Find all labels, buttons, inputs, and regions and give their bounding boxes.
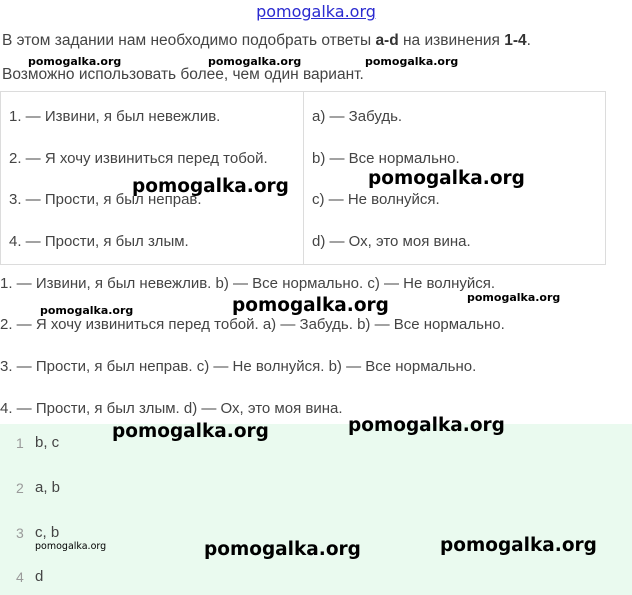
watermark: pomogalka.org [40, 304, 134, 317]
table-right-d: d) — Ох, это моя вина. [312, 233, 471, 250]
table-left-2: 2. — Я хочу извиниться перед тобой. [9, 150, 268, 167]
watermark: pomogalka.org [467, 291, 561, 304]
summary-value-1: b, c [35, 434, 60, 451]
watermark: pomogalka.org [132, 176, 289, 197]
answer-line-4: 4. — Прости, я был злым. d) — Ох, это моя вина. [0, 400, 343, 417]
watermark: pomogalka.org [208, 55, 302, 68]
watermark: pomogalka.org [112, 421, 269, 442]
summary-value-2: a, b [35, 479, 61, 496]
watermark: pomogalka.org [204, 539, 361, 560]
table-right-a: a) — Забудь. [312, 108, 403, 125]
table-right-b: b) — Все нормально. [312, 150, 460, 167]
watermark: pomogalka.org [35, 541, 107, 552]
answer-line-1: 1. — Извини, я был невежлив. b) — Все нормально. c) — Не волнуйся. [0, 275, 496, 292]
watermark: pomogalka.org [232, 295, 389, 316]
watermark: pomogalka.org [368, 168, 525, 189]
summary-value-3: c, b [35, 524, 60, 541]
watermark: pomogalka.org [28, 55, 122, 68]
intro-range-numbers: 1-4 [504, 32, 527, 49]
table-divider [303, 91, 304, 265]
intro-text-start: В этом задании нам необходимо подобрать ответы [2, 32, 376, 49]
summary-number-4: 4 [16, 569, 24, 585]
summary-number-3: 3 [16, 525, 24, 541]
intro-line-1 [2, 32, 531, 50]
intro-range-letters: a-d [375, 32, 399, 49]
intro-text-end: . [526, 32, 531, 49]
site-header-link[interactable]: pomogalka.org [256, 2, 376, 21]
watermark: pomogalka.org [348, 415, 505, 436]
summary-value-4: d [35, 568, 44, 585]
intro-text-middle: на извинения [398, 32, 505, 49]
table-left-3: 3. — Прости, я был неправ. [9, 191, 202, 208]
summary-number-1: 1 [16, 435, 24, 451]
summary-number-2: 2 [16, 480, 24, 496]
answer-line-3: 3. — Прости, я был неправ. c) — Не волнуйся. b) — Все нормально. [0, 358, 477, 375]
intro-line-2: Возможно использовать более, чем один вариант. [2, 66, 364, 83]
answer-summary-box [0, 424, 632, 595]
table-right-c: c) — Не волнуйся. [312, 191, 440, 208]
watermark: pomogalka.org [440, 535, 597, 556]
answer-line-2: 2. — Я хочу извиниться перед тобой. a) — Забудь. b) — Все нормально. [0, 316, 505, 333]
table-left-1: 1. — Извини, я был невежлив. [9, 108, 221, 125]
watermark: pomogalka.org [365, 55, 459, 68]
table-left-4: 4. — Прости, я был злым. [9, 233, 189, 250]
